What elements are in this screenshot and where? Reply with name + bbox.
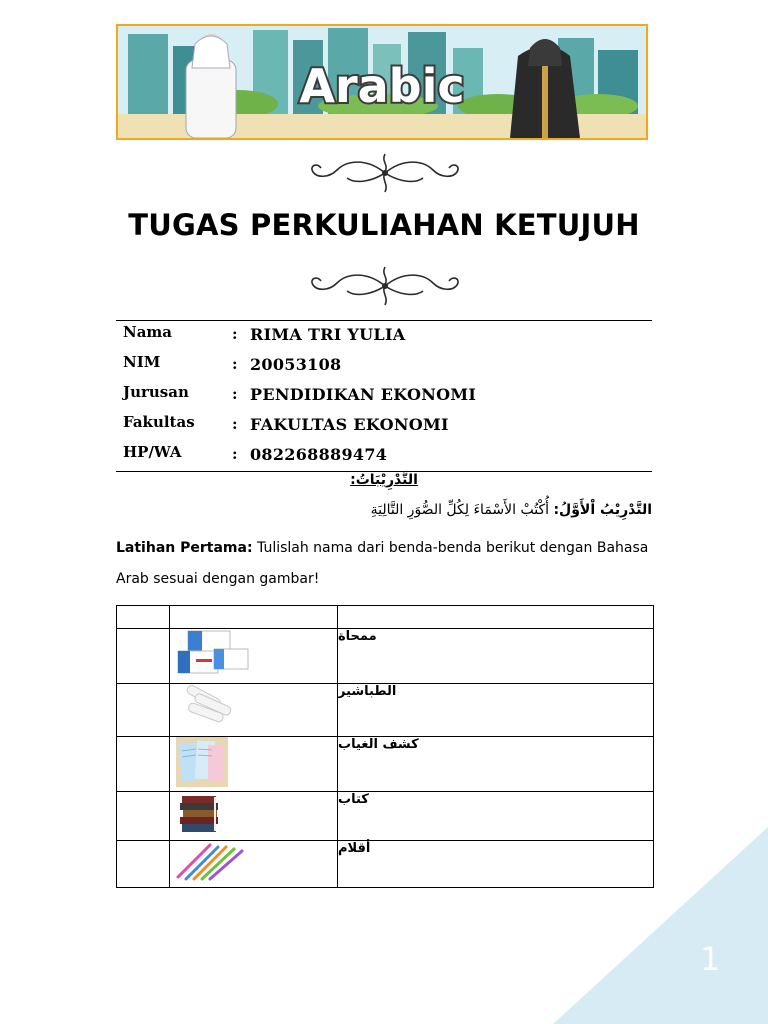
arabic-word: كشف الغياب — [338, 737, 419, 752]
exercise-arabic-label: التَّدْرِيْبُ اْلأَوَّلُ: — [553, 502, 652, 518]
info-row-fakultas — [116, 413, 652, 443]
info-label: Jurusan — [123, 383, 189, 401]
info-value: 082268889474 — [250, 445, 388, 464]
info-value: RIMA TRI YULIA — [250, 325, 406, 344]
info-colon: : — [232, 385, 238, 403]
page-corner-decoration — [553, 827, 768, 1024]
info-row-jurusan — [116, 383, 652, 413]
exercise-latin-label: Latihan Pertama: — [116, 540, 253, 556]
attendance-sheet-image — [170, 737, 230, 787]
table-row — [117, 684, 654, 737]
info-label: NIM — [123, 353, 161, 371]
arabic-word: ممحاة — [338, 629, 377, 644]
arabic-word: أقلام — [338, 841, 371, 856]
info-value: PENDIDIKAN EKONOMI — [250, 385, 477, 404]
info-label: HP/WA — [123, 443, 182, 461]
book-stack-image — [170, 792, 230, 836]
ornament-divider-bottom — [307, 263, 463, 309]
pens-image — [170, 841, 250, 883]
info-label: Nama — [123, 323, 173, 341]
page-number: 1 — [700, 940, 721, 978]
chalk-image — [170, 684, 250, 732]
table-row — [117, 737, 654, 792]
info-value: FAKULTAS EKONOMI — [250, 415, 449, 434]
exercise-latin-instruction — [116, 533, 661, 595]
exercise-arabic-text: أُكْتُبْ الأَسْمَاءَ لِكُلِّ الصُّوَرِ التَّالِيَةِ — [370, 502, 549, 518]
info-colon: : — [232, 355, 238, 373]
info-colon: : — [232, 445, 238, 463]
info-value: 20053108 — [250, 355, 342, 374]
banner-title: Arabic — [299, 59, 465, 113]
info-row-hp — [116, 443, 652, 473]
exercise-latin-text: Tulislah nama dari benda-benda berikut dengan Bahasa Arab sesuai dengan gambar! — [116, 540, 649, 587]
table-row — [117, 629, 654, 684]
info-row-nim — [116, 353, 652, 383]
info-row-nama — [116, 323, 652, 353]
arabic-word: كتاب — [338, 792, 369, 807]
info-colon: : — [232, 415, 238, 433]
arabic-heading-text: التَّدْرِيْبَاتُ: — [350, 472, 418, 488]
arabic-word: الطباشير — [338, 684, 397, 699]
exercise-arabic-instruction — [116, 502, 652, 518]
ornament-divider-top — [307, 150, 463, 196]
eraser-image — [170, 629, 250, 679]
arabic-heading — [0, 472, 768, 488]
student-info — [116, 320, 652, 472]
info-label: Fakultas — [123, 413, 195, 431]
info-colon: : — [232, 325, 238, 343]
table-header-row — [117, 606, 654, 629]
arabic-banner — [116, 24, 648, 140]
page-title: TUGAS PERKULIAHAN KETUJUH — [128, 208, 640, 242]
